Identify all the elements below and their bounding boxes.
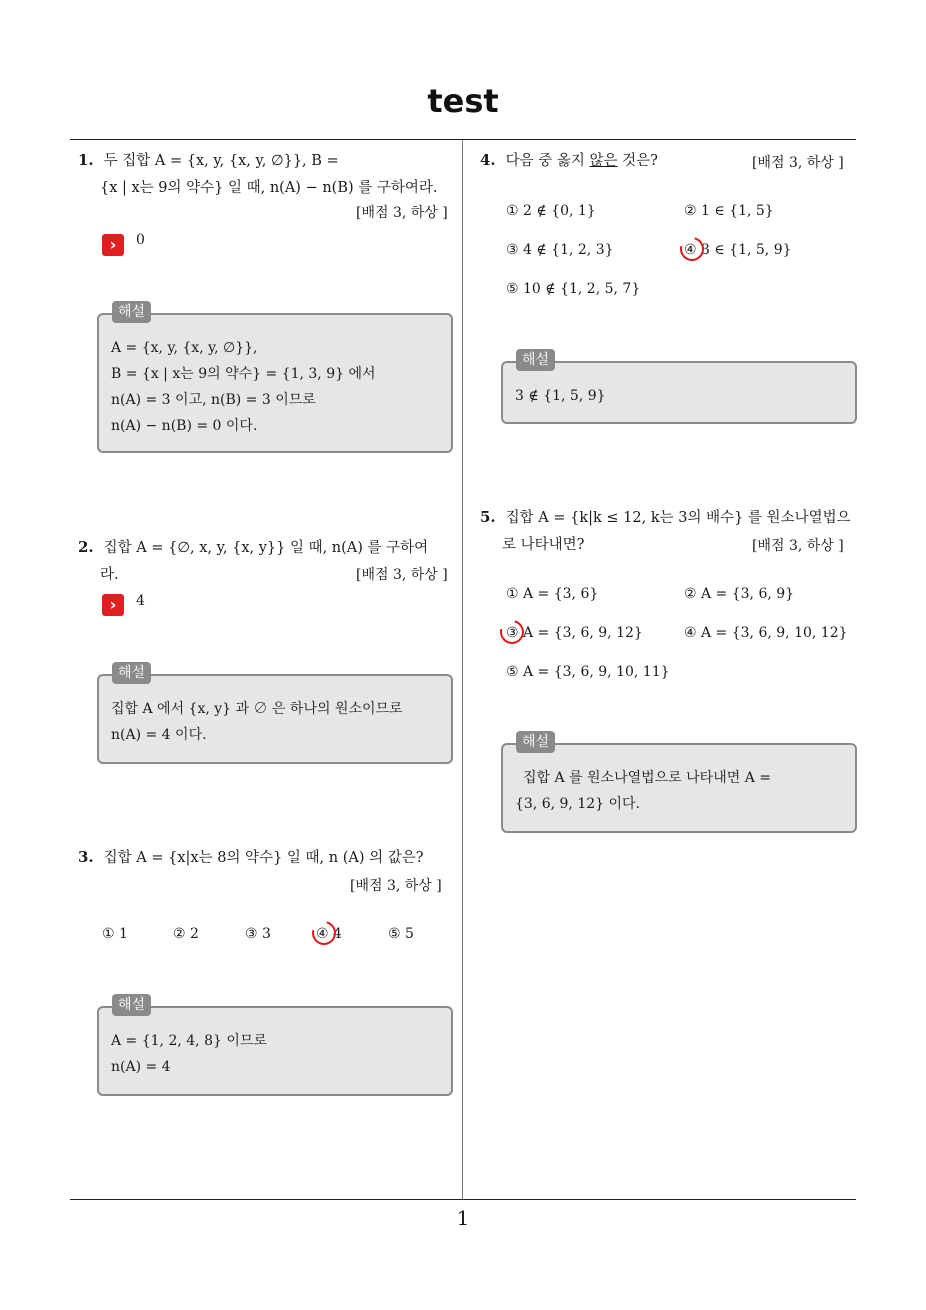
option-5[interactable]: ⑤ 5 bbox=[388, 926, 414, 942]
option-2[interactable]: ② 1 ∈ {1, 5} bbox=[684, 203, 774, 219]
question-number: 3. bbox=[78, 848, 94, 866]
option-3[interactable]: ③ 3 bbox=[245, 926, 271, 942]
question-text: 집합 A = {k|k ≤ 12, k는 3의 배수} 를 원소나열법으 bbox=[505, 510, 851, 526]
solution-box bbox=[97, 674, 453, 764]
answer-chevron-icon: › bbox=[102, 594, 124, 616]
question-text-end: 것은? bbox=[617, 153, 658, 169]
question-text: 집합 A = {x|x는 8의 약수} 일 때, n (A) 의 값은? bbox=[103, 850, 424, 866]
question-number: 2. bbox=[78, 538, 94, 556]
question-meta: [배점 3, 하상 ] bbox=[752, 155, 844, 171]
option-5[interactable]: ⑤ 10 ∉ {1, 2, 5, 7} bbox=[506, 281, 641, 297]
bottom-rule bbox=[70, 1199, 856, 1200]
solution-line: {3, 6, 9, 12} 이다. bbox=[515, 796, 641, 812]
question-text-line2: {x | x는 9의 약수} 일 때, n(A) − n(B) 를 구하여라. bbox=[100, 180, 438, 196]
option-5[interactable]: ⑤ A = {3, 6, 9, 10, 11} bbox=[506, 664, 670, 680]
question-text-line2: 로 나타내면? bbox=[502, 537, 585, 553]
question-meta: [배점 3, 하상 ] bbox=[356, 567, 448, 583]
solution-line: n(A) − n(B) = 0 이다. bbox=[111, 418, 258, 434]
option-4[interactable]: ④ 4 bbox=[316, 926, 342, 942]
question-meta: [배점 3, 하상 ] bbox=[752, 538, 844, 554]
question-meta: [배점 3, 하상 ] bbox=[350, 878, 442, 894]
page-number: 1 bbox=[456, 1206, 470, 1230]
answer-value: 0 bbox=[136, 232, 145, 248]
solution-box bbox=[501, 361, 857, 424]
solution-line: 집합 A 에서 {x, y} 과 ∅ 은 하나의 원소이므로 bbox=[111, 701, 403, 717]
solution-line: A = {1, 2, 4, 8} 이므로 bbox=[111, 1033, 267, 1049]
solution-line: 3 ∉ {1, 5, 9} bbox=[515, 388, 606, 404]
solution-label: 해설 bbox=[516, 731, 555, 753]
solution-box bbox=[97, 1006, 453, 1096]
question-text-line2: 라. bbox=[100, 567, 119, 583]
option-4[interactable]: ④ A = {3, 6, 9, 10, 12} bbox=[684, 625, 848, 641]
option-1[interactable]: ① A = {3, 6} bbox=[506, 586, 599, 602]
page-title: test bbox=[427, 82, 499, 120]
question-text-underlined: 않은 bbox=[589, 153, 618, 169]
option-1[interactable]: ① 1 bbox=[102, 926, 128, 942]
option-1[interactable]: ① 2 ∉ {0, 1} bbox=[506, 203, 596, 219]
question-number: 4. bbox=[480, 151, 496, 169]
answer-mark-circle bbox=[496, 616, 529, 649]
solution-label: 해설 bbox=[112, 994, 151, 1016]
solution-line: B = {x | x는 9의 약수} = {1, 3, 9} 에서 bbox=[111, 366, 376, 382]
answer-value: 4 bbox=[136, 593, 145, 609]
option-3[interactable]: ③ A = {3, 6, 9, 12} bbox=[506, 625, 643, 641]
solution-line: n(A) = 4 이다. bbox=[111, 727, 207, 743]
solution-label: 해설 bbox=[112, 301, 151, 323]
option-2[interactable]: ② 2 bbox=[173, 926, 199, 942]
question-text: 집합 A = {∅, x, y, {x, y}} 일 때, n(A) 를 구하여 bbox=[103, 540, 429, 556]
solution-label: 해설 bbox=[112, 662, 151, 684]
solution-box bbox=[501, 743, 857, 833]
solution-line: 집합 A 를 원소나열법으로 나타내면 A = bbox=[523, 770, 771, 786]
question-text: 다음 중 옳지 bbox=[505, 153, 590, 169]
question-number: 1. bbox=[78, 151, 94, 169]
question-1 bbox=[78, 147, 456, 202]
question-text: 두 집합 A = {x, y, {x, y, ∅}}, B = bbox=[103, 153, 339, 169]
answer-mark-circle bbox=[308, 917, 341, 950]
solution-box bbox=[97, 313, 453, 453]
solution-line: n(A) = 4 bbox=[111, 1059, 171, 1075]
option-2[interactable]: ② A = {3, 6, 9} bbox=[684, 586, 795, 602]
answer-mark-circle bbox=[676, 233, 709, 266]
solution-line: n(A) = 3 이고, n(B) = 3 이므로 bbox=[111, 392, 316, 408]
solution-line: A = {x, y, {x, y, ∅}}, bbox=[111, 340, 258, 356]
column-divider bbox=[462, 140, 463, 1200]
option-3[interactable]: ③ 4 ∉ {1, 2, 3} bbox=[506, 242, 614, 258]
top-rule bbox=[70, 139, 856, 140]
question-meta: [배점 3, 하상 ] bbox=[356, 205, 448, 221]
question-3 bbox=[78, 844, 456, 872]
option-4[interactable]: ④ 3 ∈ {1, 5, 9} bbox=[684, 242, 792, 258]
solution-label: 해설 bbox=[516, 349, 555, 371]
question-number: 5. bbox=[480, 508, 496, 526]
answer-chevron-icon: › bbox=[102, 234, 124, 256]
